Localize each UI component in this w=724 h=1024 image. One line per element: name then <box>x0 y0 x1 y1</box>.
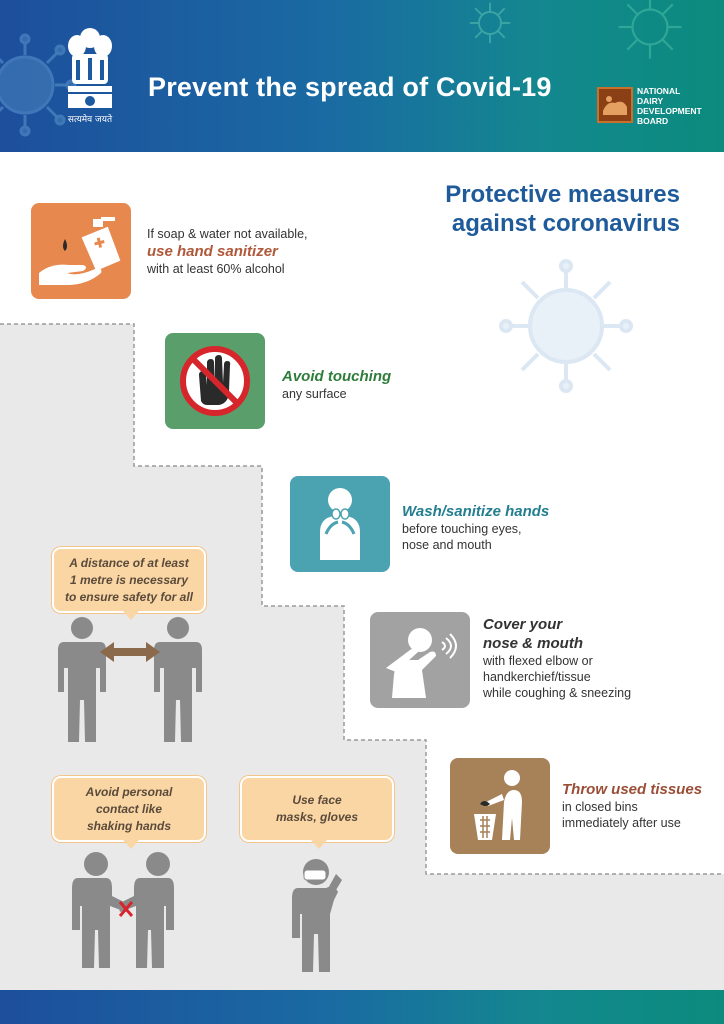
distance-bubble: A distance of at least 1 metre is necessary to ensure safety for all <box>52 547 206 613</box>
headline: Protective measures against coronavirus <box>445 181 680 237</box>
mask-bubble: Use face masks, gloves <box>240 776 394 842</box>
footer-banner <box>0 990 724 1024</box>
nddb-name: NATIONAL DAIRY DEVELOPMENT BOARD <box>637 86 702 126</box>
measure-avoid-touching-text: Avoid touching any surface <box>282 368 392 401</box>
measure-throw-tissues-text: Throw used tissues in closed bins immediately after use <box>562 781 703 830</box>
person-figure <box>58 617 202 742</box>
measure-cover-mouth-text: Cover your nose & mouth with flexed elbow or handkerchief/tissue while coughing & sneezing <box>483 616 632 700</box>
page-title: Prevent the spread of Covid-19 <box>148 72 552 102</box>
no-contact-bubble: Avoid personal contact like shaking hands <box>52 776 206 842</box>
measure-wash-hands-text: Wash/sanitize hands before touching eyes, nose and mouth <box>402 503 550 552</box>
double-arrow-icon <box>100 642 160 662</box>
face-mask-icon <box>304 870 326 880</box>
emblem-caption: सत्यमेव जयते <box>67 115 113 125</box>
handshake-figures <box>72 852 174 968</box>
measure-sanitizer-text: If soap & water not available, use hand sanitizer with at least 60% alcohol <box>147 227 308 276</box>
